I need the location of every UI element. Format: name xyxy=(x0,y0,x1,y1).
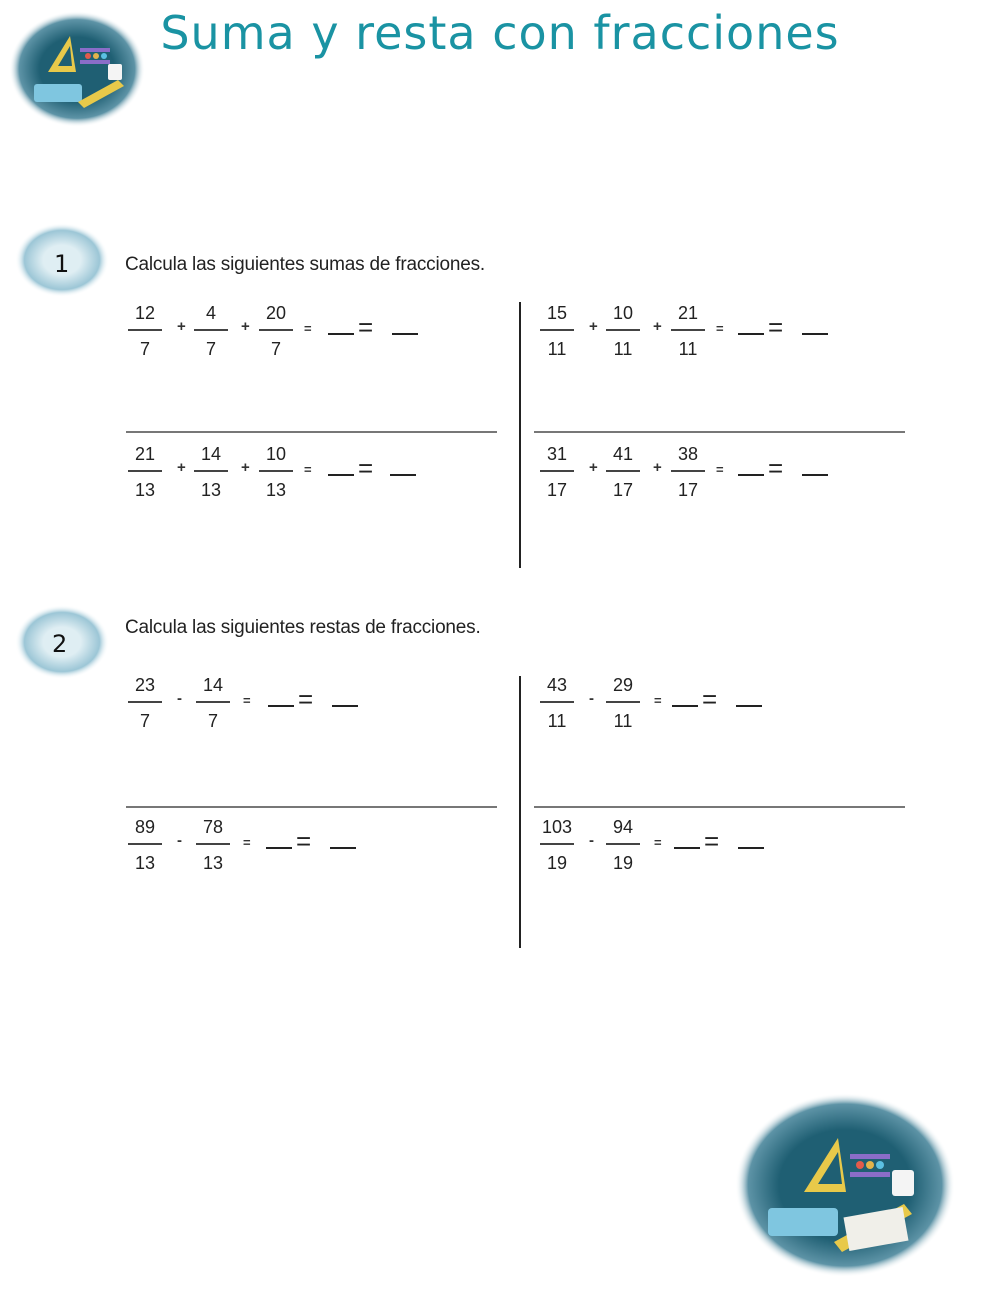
divider xyxy=(519,676,521,948)
numerator: 4 xyxy=(205,303,216,323)
fraction-bar xyxy=(259,470,293,472)
answer-blank[interactable] xyxy=(738,333,764,335)
denominator: 13 xyxy=(202,852,224,873)
equals-sign: = xyxy=(654,835,662,850)
denominator: 13 xyxy=(265,479,287,500)
result-equals-sign: = xyxy=(298,684,314,714)
fraction xyxy=(257,441,295,503)
fraction-bar xyxy=(671,329,705,331)
numerator: 21 xyxy=(677,303,699,323)
answer-blank[interactable] xyxy=(738,474,764,476)
fraction xyxy=(126,814,164,876)
equals-sign: = xyxy=(304,321,312,336)
denominator: 11 xyxy=(547,710,567,731)
numerator: 103 xyxy=(541,817,573,837)
fraction-bar xyxy=(128,701,162,703)
fraction-bar xyxy=(128,470,162,472)
fraction-bar xyxy=(540,701,574,703)
fraction-bar xyxy=(606,329,640,331)
answer-blank[interactable] xyxy=(738,847,764,849)
fraction-bar xyxy=(259,329,293,331)
denominator: 13 xyxy=(134,479,156,500)
equals-sign: = xyxy=(243,835,251,850)
denominator: 17 xyxy=(612,479,634,500)
fraction xyxy=(538,672,576,734)
fraction-bar xyxy=(540,843,574,845)
numerator: 31 xyxy=(546,444,568,464)
denominator: 7 xyxy=(270,338,281,359)
result-equals-sign: = xyxy=(358,312,374,342)
fraction xyxy=(604,672,642,734)
numerator: 38 xyxy=(677,444,699,464)
fraction xyxy=(538,441,576,503)
fraction-bar xyxy=(540,329,574,331)
answer-blank[interactable] xyxy=(802,474,828,476)
numerator: 15 xyxy=(546,303,568,323)
fraction-exercise xyxy=(126,441,466,511)
denominator: 7 xyxy=(139,338,150,359)
fraction xyxy=(192,441,230,503)
numerator: 14 xyxy=(200,444,222,464)
operator: + xyxy=(653,318,662,335)
denominator: 13 xyxy=(200,479,222,500)
section-number: 2 xyxy=(52,630,68,658)
answer-blank[interactable] xyxy=(268,705,294,707)
operator: - xyxy=(589,690,594,707)
fraction xyxy=(194,814,232,876)
fraction-bar xyxy=(128,843,162,845)
fraction-exercise xyxy=(538,441,878,511)
numerator: 10 xyxy=(612,303,634,323)
fraction-bar xyxy=(606,701,640,703)
numerator: 10 xyxy=(265,444,287,464)
divider xyxy=(126,431,497,433)
fraction-bar xyxy=(196,843,230,845)
numerator: 78 xyxy=(202,817,224,837)
numerator: 21 xyxy=(134,444,156,464)
answer-blank[interactable] xyxy=(390,474,416,476)
fraction xyxy=(126,300,164,362)
fraction-bar xyxy=(606,470,640,472)
numerator: 23 xyxy=(134,675,156,695)
numerator: 43 xyxy=(546,675,568,695)
denominator: 11 xyxy=(613,338,633,359)
answer-blank[interactable] xyxy=(266,847,292,849)
answer-blank[interactable] xyxy=(328,333,354,335)
operator: + xyxy=(241,459,250,476)
operator: + xyxy=(653,459,662,476)
denominator: 17 xyxy=(546,479,568,500)
equals-sign: = xyxy=(243,693,251,708)
result-equals-sign: = xyxy=(702,684,718,714)
fraction-exercise xyxy=(126,300,466,370)
answer-blank[interactable] xyxy=(802,333,828,335)
denominator: 11 xyxy=(613,710,633,731)
answer-blank[interactable] xyxy=(674,847,700,849)
fraction-exercise xyxy=(126,814,466,884)
numerator: 12 xyxy=(134,303,156,323)
section-instruction: Calcula las siguientes restas de fracciones. xyxy=(125,617,481,638)
fraction-bar xyxy=(671,470,705,472)
operator: - xyxy=(177,832,182,849)
divider xyxy=(519,302,521,568)
fraction xyxy=(538,300,576,362)
fraction xyxy=(192,300,230,362)
answer-blank[interactable] xyxy=(328,474,354,476)
fraction xyxy=(126,672,164,734)
operator: + xyxy=(177,459,186,476)
denominator: 17 xyxy=(677,479,699,500)
denominator: 11 xyxy=(678,338,698,359)
result-equals-sign: = xyxy=(296,826,312,856)
fraction-exercise xyxy=(538,814,878,884)
operator: + xyxy=(241,318,250,335)
fraction xyxy=(669,441,707,503)
math-desk-illustration-icon xyxy=(8,10,146,128)
page-title: Suma y resta con fracciones xyxy=(160,6,840,60)
section-instruction: Calcula las siguientes sumas de fracciones. xyxy=(125,254,485,275)
fraction-bar xyxy=(196,701,230,703)
operator: + xyxy=(589,459,598,476)
result-equals-sign: = xyxy=(768,453,784,483)
fraction-bar xyxy=(606,843,640,845)
answer-blank[interactable] xyxy=(736,705,762,707)
answer-blank[interactable] xyxy=(332,705,358,707)
operator: + xyxy=(589,318,598,335)
fraction-bar xyxy=(128,329,162,331)
divider xyxy=(126,806,497,808)
operator: + xyxy=(177,318,186,335)
numerator: 29 xyxy=(612,675,634,695)
fraction xyxy=(194,672,232,734)
divider xyxy=(534,806,905,808)
math-desk-illustration-icon xyxy=(734,1092,956,1278)
operator: - xyxy=(589,832,594,849)
fraction xyxy=(257,300,295,362)
fraction xyxy=(604,300,642,362)
numerator: 20 xyxy=(265,303,287,323)
fraction-bar xyxy=(194,470,228,472)
section-number: 1 xyxy=(54,250,70,278)
denominator: 7 xyxy=(205,338,216,359)
numerator: 14 xyxy=(202,675,224,695)
fraction xyxy=(126,441,164,503)
fraction-bar xyxy=(194,329,228,331)
numerator: 41 xyxy=(612,444,634,464)
denominator: 13 xyxy=(134,852,156,873)
equals-sign: = xyxy=(304,462,312,477)
fraction-bar xyxy=(540,470,574,472)
denominator: 11 xyxy=(547,338,567,359)
fraction xyxy=(538,814,576,876)
result-equals-sign: = xyxy=(768,312,784,342)
answer-blank[interactable] xyxy=(672,705,698,707)
fraction xyxy=(604,814,642,876)
fraction-exercise xyxy=(126,672,466,742)
equals-sign: = xyxy=(716,462,724,477)
answer-blank[interactable] xyxy=(392,333,418,335)
numerator: 89 xyxy=(134,817,156,837)
result-equals-sign: = xyxy=(358,453,374,483)
divider xyxy=(534,431,905,433)
denominator: 19 xyxy=(546,852,568,873)
denominator: 7 xyxy=(207,710,218,731)
fraction xyxy=(669,300,707,362)
denominator: 7 xyxy=(139,710,150,731)
fraction-exercise xyxy=(538,300,878,370)
answer-blank[interactable] xyxy=(330,847,356,849)
fraction xyxy=(604,441,642,503)
result-equals-sign: = xyxy=(704,826,720,856)
operator: - xyxy=(177,690,182,707)
equals-sign: = xyxy=(654,693,662,708)
fraction-exercise xyxy=(538,672,878,742)
numerator: 94 xyxy=(612,817,634,837)
equals-sign: = xyxy=(716,321,724,336)
denominator: 19 xyxy=(612,852,634,873)
